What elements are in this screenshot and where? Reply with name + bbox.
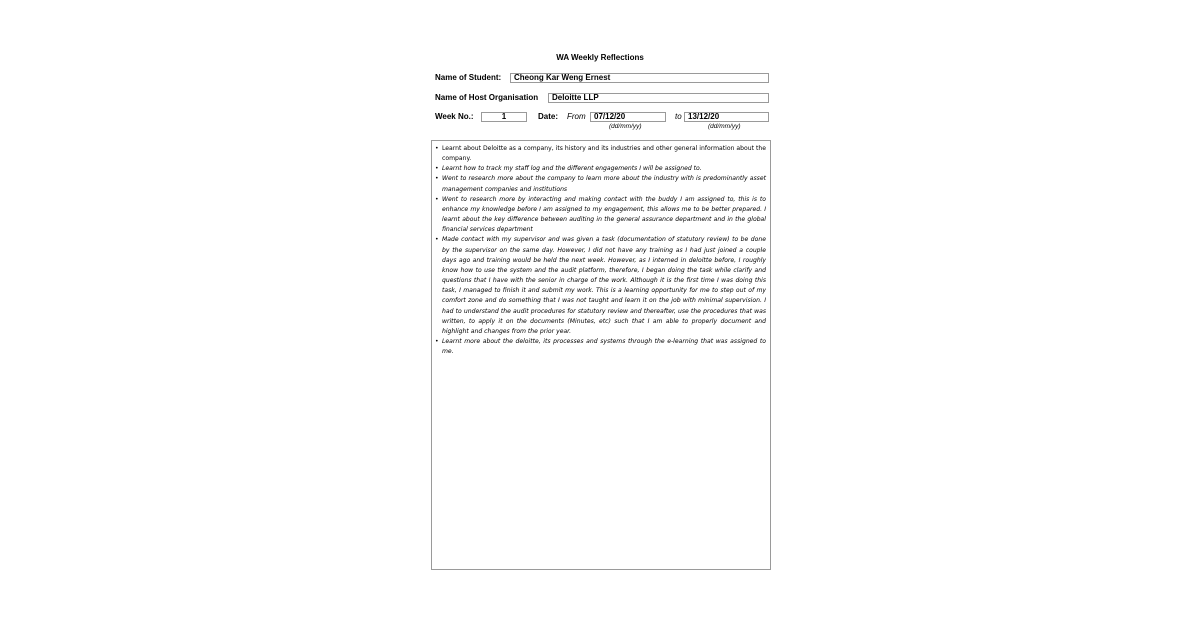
reflection-item-text: Learnt more about the deloitte, its processes and systems through the e-learning that was assigned to me. xyxy=(442,337,766,356)
reflection-item-text: Made contact with my supervisor and was given a task (documentation of statutory review) to be done by the supervisor on the same day. However, I did not have any training as I had just joined a couple days ago and training would be held the next week. However, as I interned in deloitte before, I roughly know how to use the system and the audit platform, therefore, I began doing the task while clarify and questions that I have with the senior in charge of the work. Although it is the first time I was doing this task, I managed to finish it and submit my work. This is a learning opportunity for me to step out of my comfort zone and do something that I was not taught and learn it on the job with minimal supervision. I had to understand the audit procedures for statutory review and thereafter, use the procedures that was written, to apply it on the documents (Minutes, etc) such that I am able to properly document and highlight and changes from the prior year. xyxy=(442,236,766,335)
reflection-text-area[interactable] xyxy=(431,140,771,570)
reflection-item xyxy=(435,337,766,357)
reflection-item xyxy=(435,164,766,174)
reflection-item xyxy=(435,235,766,337)
reflection-item xyxy=(435,174,766,194)
bullet-icon: • xyxy=(435,145,439,152)
week-number-label: Week No.: xyxy=(435,112,474,121)
date-to-field[interactable]: 13/12/20 xyxy=(684,112,769,122)
reflection-item-text: Went to research more by interacting and making contact with the buddy I am assigned to, this is to enhance my knowledge before I am assigned to my engagement, this allows me to be better prepared. I learnt about the key difference between auditing in the general assurance department and in the global financial services department xyxy=(442,195,766,234)
host-organisation-field[interactable]: Deloitte LLP xyxy=(548,93,769,103)
reflection-item xyxy=(435,195,766,236)
bullet-icon: • xyxy=(435,195,439,203)
date-from-format-hint: (dd/mm/yy) xyxy=(609,123,642,130)
date-from-label: From xyxy=(567,112,586,121)
reflection-item-text: Learnt about Deloitte as a company, its history and its industries and other general information about the company. xyxy=(442,145,766,163)
date-from-field[interactable]: 07/12/20 xyxy=(590,112,666,122)
date-label: Date: xyxy=(538,112,559,121)
reflection-item-text: Learnt how to track my staff log and the different engagements I will be assigned to. xyxy=(442,165,702,173)
bullet-icon: • xyxy=(435,165,439,173)
bullet-icon: • xyxy=(435,236,439,244)
bullet-icon: • xyxy=(435,175,439,183)
student-name-label: Name of Student: xyxy=(435,73,502,82)
reflection-item xyxy=(435,144,766,164)
date-to-label: to xyxy=(675,112,682,121)
reflection-list xyxy=(435,144,766,357)
date-to-format-hint: (dd/mm/yy) xyxy=(708,123,741,130)
form-title: WA Weekly Reflections xyxy=(556,53,644,62)
bullet-icon: • xyxy=(435,337,439,345)
reflection-item-text: Went to research more about the company to learn more about the industry with is predominantly asset management companies and institutions xyxy=(442,175,766,193)
student-name-field[interactable]: Cheong Kar Weng Ernest xyxy=(510,73,769,83)
week-number-field[interactable]: 1 xyxy=(481,112,527,122)
host-organisation-label: Name of Host Organisation xyxy=(435,93,539,102)
